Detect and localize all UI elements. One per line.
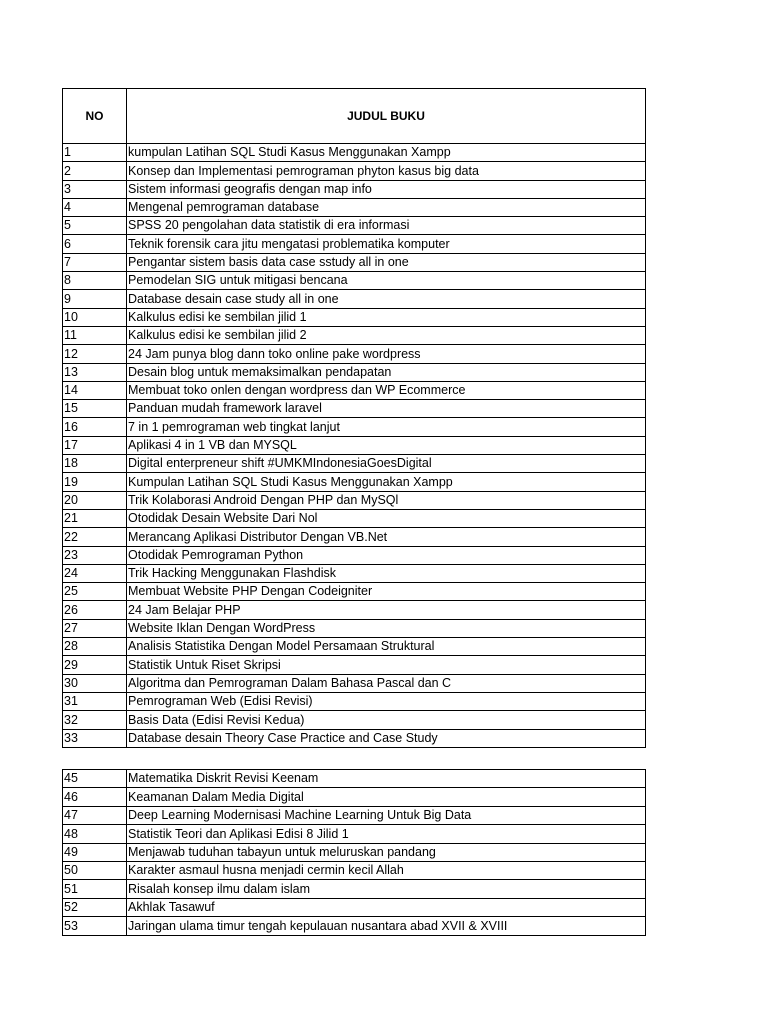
- table-row: [63, 825, 646, 843]
- cell-book-title: Otodidak Pemrograman Python: [127, 546, 646, 564]
- cell-book-title: Otodidak Desain Website Dari Nol: [127, 509, 646, 527]
- cell-no: 1: [63, 144, 127, 162]
- cell-no: 18: [63, 455, 127, 473]
- cell-no: 22: [63, 528, 127, 546]
- cell-book-title: Konsep dan Implementasi pemrograman phyton kasus big data: [127, 162, 646, 180]
- table-row: [63, 198, 646, 216]
- table-row: [63, 326, 646, 344]
- table-row: [63, 692, 646, 710]
- cell-book-title: Deep Learning Modernisasi Machine Learning Untuk Big Data: [127, 806, 646, 824]
- table-row: [63, 272, 646, 290]
- table-row: [63, 806, 646, 824]
- header-title: JUDUL BUKU: [127, 89, 646, 144]
- table-row: [63, 144, 646, 162]
- cell-no: 8: [63, 272, 127, 290]
- cell-no: 16: [63, 418, 127, 436]
- cell-no: 45: [63, 770, 127, 788]
- table-row: [63, 674, 646, 692]
- table-row: [63, 418, 646, 436]
- cell-no: 2: [63, 162, 127, 180]
- cell-book-title: Teknik forensik cara jitu mengatasi problematika komputer: [127, 235, 646, 253]
- cell-book-title: Panduan mudah framework laravel: [127, 400, 646, 418]
- table-row: [63, 564, 646, 582]
- cell-no: 5: [63, 217, 127, 235]
- cell-book-title: Kalkulus edisi ke sembilan jilid 1: [127, 308, 646, 326]
- table-row: [63, 253, 646, 271]
- table-row: [63, 436, 646, 454]
- cell-no: 26: [63, 601, 127, 619]
- cell-book-title: kumpulan Latihan SQL Studi Kasus Menggunakan Xampp: [127, 144, 646, 162]
- cell-no: 6: [63, 235, 127, 253]
- cell-book-title: Menjawab tuduhan tabayun untuk meluruskan pandang: [127, 843, 646, 861]
- cell-no: 15: [63, 400, 127, 418]
- cell-book-title: Algoritma dan Pemrograman Dalam Bahasa Pascal dan C: [127, 674, 646, 692]
- cell-book-title: Aplikasi 4 in 1 VB dan MYSQL: [127, 436, 646, 454]
- table-row: [63, 473, 646, 491]
- cell-book-title: Pengantar sistem basis data case sstudy all in one: [127, 253, 646, 271]
- table-row: [63, 583, 646, 601]
- table-row: [63, 656, 646, 674]
- book-table-continued: [62, 769, 646, 936]
- cell-book-title: Sistem informasi geografis dengan map info: [127, 180, 646, 198]
- cell-no: 20: [63, 491, 127, 509]
- cell-no: 49: [63, 843, 127, 861]
- cell-no: 29: [63, 656, 127, 674]
- cell-book-title: Membuat Website PHP Dengan Codeigniter: [127, 583, 646, 601]
- table-row: [63, 400, 646, 418]
- cell-book-title: Trik Kolaborasi Android Dengan PHP dan MySQl: [127, 491, 646, 509]
- cell-book-title: Pemrograman Web (Edisi Revisi): [127, 692, 646, 710]
- table-row: [63, 546, 646, 564]
- cell-book-title: Merancang Aplikasi Distributor Dengan VB.Net: [127, 528, 646, 546]
- table-row: [63, 180, 646, 198]
- cell-book-title: Database desain case study all in one: [127, 290, 646, 308]
- cell-book-title: Pemodelan SIG untuk mitigasi bencana: [127, 272, 646, 290]
- table-row: [63, 528, 646, 546]
- table-row: [63, 601, 646, 619]
- cell-book-title: Digital enterpreneur shift #UMKMIndonesiaGoesDigital: [127, 455, 646, 473]
- cell-no: 32: [63, 711, 127, 729]
- table-row: [63, 491, 646, 509]
- table-row: [63, 843, 646, 861]
- cell-no: 28: [63, 638, 127, 656]
- table-row: [63, 345, 646, 363]
- cell-no: 24: [63, 564, 127, 582]
- cell-book-title: Matematika Diskrit Revisi Keenam: [127, 770, 646, 788]
- cell-no: 9: [63, 290, 127, 308]
- cell-book-title: Database desain Theory Case Practice and Case Study: [127, 729, 646, 747]
- cell-book-title: SPSS 20 pengolahan data statistik di era informasi: [127, 217, 646, 235]
- cell-book-title: Statistik Teori dan Aplikasi Edisi 8 Jilid 1: [127, 825, 646, 843]
- table-row: [63, 638, 646, 656]
- table-row: [63, 770, 646, 788]
- cell-book-title: Membuat toko onlen dengan wordpress dan WP Ecommerce: [127, 381, 646, 399]
- table-row: [63, 711, 646, 729]
- cell-book-title: Jaringan ulama timur tengah kepulauan nusantara abad XVII & XVIII: [127, 917, 646, 935]
- cell-no: 46: [63, 788, 127, 806]
- cell-book-title: Statistik Untuk Riset Skripsi: [127, 656, 646, 674]
- table-row: [63, 619, 646, 637]
- cell-no: 53: [63, 917, 127, 935]
- table-row: [63, 381, 646, 399]
- cell-no: 12: [63, 345, 127, 363]
- cell-no: 52: [63, 898, 127, 916]
- table-row: [63, 917, 646, 935]
- header-no: NO: [63, 89, 127, 144]
- cell-book-title: Desain blog untuk memaksimalkan pendapatan: [127, 363, 646, 381]
- cell-book-title: Karakter asmaul husna menjadi cermin kecil Allah: [127, 861, 646, 879]
- cell-book-title: Trik Hacking Menggunakan Flashdisk: [127, 564, 646, 582]
- cell-no: 27: [63, 619, 127, 637]
- book-table: [62, 88, 646, 748]
- table-row: [63, 363, 646, 381]
- cell-no: 31: [63, 692, 127, 710]
- cell-no: 13: [63, 363, 127, 381]
- table-body: [63, 144, 646, 748]
- cell-book-title: Analisis Statistika Dengan Model Persamaan Struktural: [127, 638, 646, 656]
- table-row: [63, 861, 646, 879]
- table-body-continued: [63, 770, 646, 936]
- cell-no: 48: [63, 825, 127, 843]
- cell-no: 21: [63, 509, 127, 527]
- cell-no: 30: [63, 674, 127, 692]
- table-row: [63, 162, 646, 180]
- cell-book-title: Keamanan Dalam Media Digital: [127, 788, 646, 806]
- cell-book-title: Website Iklan Dengan WordPress: [127, 619, 646, 637]
- cell-book-title: 7 in 1 pemrograman web tingkat lanjut: [127, 418, 646, 436]
- cell-book-title: 24 Jam Belajar PHP: [127, 601, 646, 619]
- cell-book-title: Kalkulus edisi ke sembilan jilid 2: [127, 326, 646, 344]
- cell-no: 33: [63, 729, 127, 747]
- cell-no: 19: [63, 473, 127, 491]
- cell-no: 11: [63, 326, 127, 344]
- table-row: [63, 290, 646, 308]
- cell-book-title: Akhlak Tasawuf: [127, 898, 646, 916]
- table-row: [63, 308, 646, 326]
- cell-no: 17: [63, 436, 127, 454]
- cell-no: 47: [63, 806, 127, 824]
- table-row: [63, 217, 646, 235]
- cell-book-title: 24 Jam punya blog dann toko online pake wordpress: [127, 345, 646, 363]
- cell-no: 25: [63, 583, 127, 601]
- cell-no: 3: [63, 180, 127, 198]
- cell-book-title: Mengenal pemrograman database: [127, 198, 646, 216]
- table-row: [63, 880, 646, 898]
- table-row: [63, 509, 646, 527]
- cell-book-title: Risalah konsep ilmu dalam islam: [127, 880, 646, 898]
- table-row: [63, 729, 646, 747]
- table-row: [63, 898, 646, 916]
- cell-no: 7: [63, 253, 127, 271]
- table-row: [63, 788, 646, 806]
- cell-no: 14: [63, 381, 127, 399]
- table-row: [63, 235, 646, 253]
- cell-no: 4: [63, 198, 127, 216]
- cell-no: 10: [63, 308, 127, 326]
- cell-no: 51: [63, 880, 127, 898]
- cell-no: 50: [63, 861, 127, 879]
- cell-no: 23: [63, 546, 127, 564]
- table-header-row: [63, 89, 646, 144]
- cell-book-title: Basis Data (Edisi Revisi Kedua): [127, 711, 646, 729]
- cell-book-title: Kumpulan Latihan SQL Studi Kasus Menggunakan Xampp: [127, 473, 646, 491]
- table-row: [63, 455, 646, 473]
